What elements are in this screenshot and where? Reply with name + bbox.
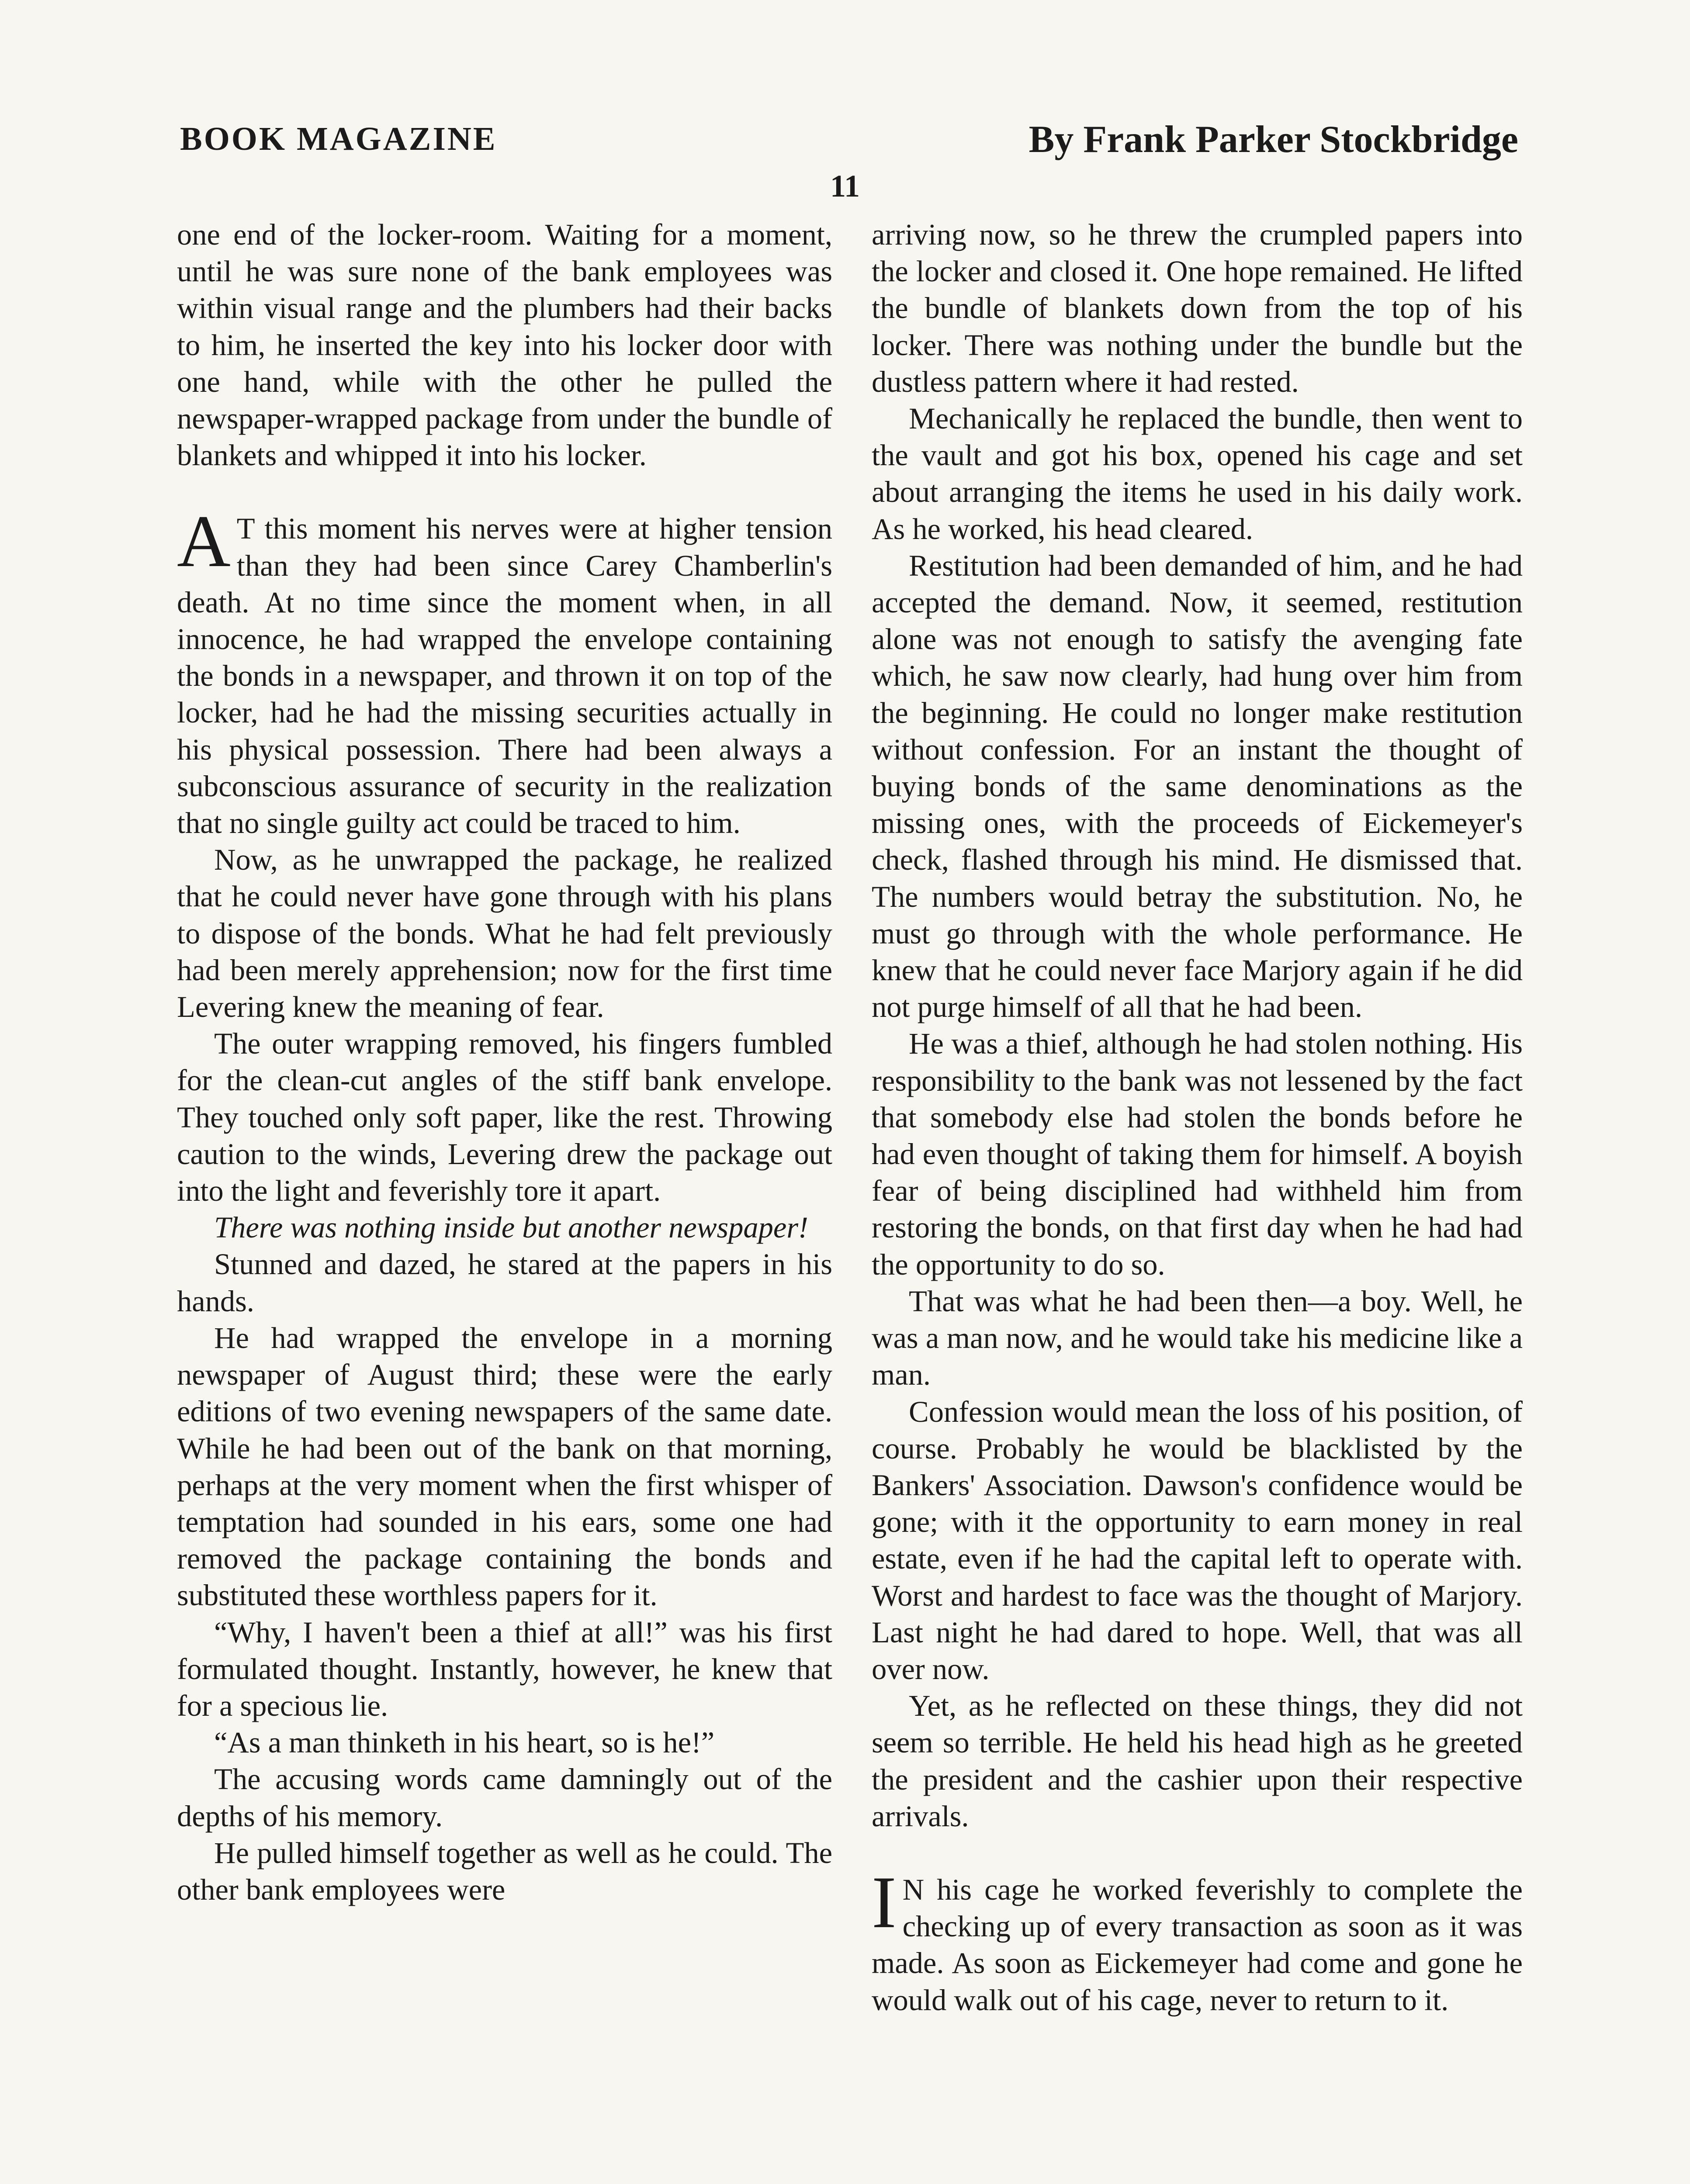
drop-cap: I (872, 1861, 897, 1943)
drop-cap: A (177, 500, 231, 583)
paragraph: He pulled himself together as well as he could. The other bank employees were (177, 1836, 832, 1906)
paragraph: “As a man thinketh in his heart, so is he!” (214, 1726, 715, 1759)
paragraph: Confession would mean the loss of his position, of course. Probably he would be blacklisted by the Bankers' Association. Dawson's confidence would be gone; with it the opportunity to earn money in real estate, even if he had the capital left to operate with. Worst and hardest to face was the thought of Marjory. Last night he had dared to hope. Well, that was all over now. (872, 1395, 1523, 1686)
author-byline: By Frank Parker Stockbridge (1029, 118, 1518, 161)
paragraph: He was a thief, although he had stolen nothing. His responsibility to the bank was not lessened by the fact that somebody else had stolen the bonds before he had even thought of taking them for himself. A boyish fear of being disciplined had withheld him from restoring the bonds, on that first day when he had had the opportunity to do so. (872, 1027, 1523, 1281)
paragraph: one end of the locker-room. Waiting for a moment, until he was sure none of the bank employees was within visual range and the plumbers had their backs to him, he inserted the key into his locker door with one hand, while with the other he pulled the newspaper-wrapped package from under the bundle of blankets and whipped it into his locker. (177, 218, 832, 472)
paragraph: The outer wrapping removed, his fingers fumbled for the clean-cut angles of the stiff bank envelope. They touched only soft paper, like the rest. Throwing caution to the winds, Levering drew the package out into the light and feverishly tore it apart. (177, 1027, 832, 1208)
paragraph-with-dropcap (177, 500, 832, 841)
page-number: 11 (830, 169, 860, 204)
paragraph: Restitution had been demanded of him, and he had accepted the demand. Now, it seemed, restitution alone was not enough to satisfy the avenging fate which, he saw now clearly, had hung over him from the beginning. He could no longer make restitution without confession. For an instant the thought of buying bonds of the same denominations as the missing ones, with the proceeds of Eickemeyer's check, flashed through his mind. He dismissed that. The numbers would betray the substitution. No, he must go through with the whole performance. He knew that he could never face Marjory again if he did not purge himself of all that he had been. (872, 549, 1523, 1024)
paragraph: He had wrapped the envelope in a morning newspaper of August third; these were the early editions of two evening newspapers of the same date. While he had been out of the bank on that morning, perhaps at the very moment when the first whisper of temptation had sounded in his ears, some one had removed the package containing the bonds and substituted these worthless papers for it. (177, 1321, 832, 1612)
magazine-title: BOOK MAGAZINE (180, 121, 497, 157)
paragraph: arriving now, so he threw the crumpled papers into the locker and closed it. One hope remained. He lifted the bundle of blankets down from the top of his locker. There was nothing under the bundle but the dustless pattern where it had rested. (872, 218, 1523, 398)
paragraph-text: N his cage he worked feverishly to complete the checking up of every transaction as soon as it was made. As soon as Eickemeyer had come and gone he would walk out of his cage, never to return to it. (872, 1873, 1523, 2017)
left-column (177, 216, 832, 2184)
paragraph: Yet, as he reflected on these things, they did not seem so terrible. He held his head high as he greeted the president and the cashier upon their respective arrivals. (872, 1689, 1523, 1833)
paragraph: That was what he had been then—a boy. Well, he was a man now, and he would take his medicine like a man. (872, 1284, 1523, 1392)
paragraph: Now, as he unwrapped the package, he realized that he could never have gone through with his plans to dispose of the bonds. What he had felt previously had been merely apprehension; now for the first time Levering knew the meaning of fear. (177, 843, 832, 1024)
paragraph: Stunned and dazed, he stared at the papers in his hands. (177, 1248, 832, 1318)
paragraph-text: T this moment his nerves were at higher tension than they had been since Carey Chamberlin's death. At no time since the moment when, in all innocence, he had wrapped the envelope containing the bonds in a newspaper, and thrown it on top of the locker, had he had the missing securities actually in his physical possession. There had been always a subconscious assurance of security in the realization that no single guilty act could be traced to him. (177, 512, 832, 840)
running-header (180, 120, 1518, 173)
paragraph: “Why, I haven't been a thief at all!” was his first formulated thought. Instantly, however, he knew that for a specious lie. (177, 1615, 832, 1722)
paragraph-with-dropcap (872, 1861, 1523, 2018)
paragraph: Mechanically he replaced the bundle, then went to the vault and got his box, opened his cage and set about arranging the items he used in his daily work. As he worked, his head cleared. (872, 402, 1523, 546)
right-column (872, 216, 1523, 2184)
paragraph-italic: There was nothing inside but another newspaper! (214, 1211, 808, 1244)
paragraph: The accusing words came damningly out of the depths of his memory. (177, 1762, 832, 1833)
